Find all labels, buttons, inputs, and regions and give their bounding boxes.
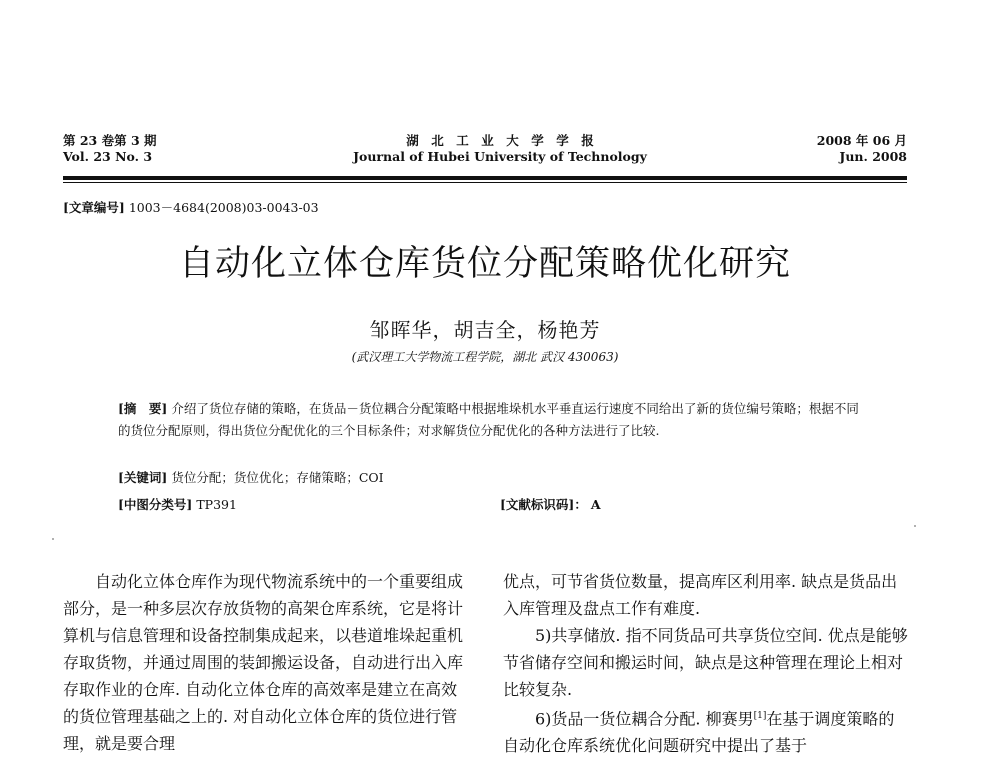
article-number (63, 198, 319, 216)
volume-english: Vol. 23 No. 3 (63, 149, 153, 164)
abstract-text: 介绍了货位存储的策略，在货品－货位耦合分配策略中根据堆垛机水平垂直运行速度不同给出了新的货位编号策略；根据不同的货位分配原则，得出货位分配优化的三个目标条件；对求解货位分配优化的各种方法进行了比较. (118, 401, 859, 438)
date-english: Jun. 2008 (839, 149, 907, 164)
paragraph-text: 6)货品一货位耦合分配. 柳赛男 (535, 709, 754, 729)
abstract (118, 398, 863, 442)
volume-chinese: 第 23 卷第 3 期 (63, 133, 157, 148)
body-paragraph: 优点，可节省货位数量，提高库区利用率. 缺点是货品出入库管理及盘点工作有难度. (503, 572, 898, 618)
scan-speck (52, 538, 54, 540)
journal-name-english: Journal of Hubei University of Technology (353, 149, 647, 164)
journal-name-chinese: 湖 北 工 业 大 学 学 报 (406, 133, 594, 148)
clc-value: TP391 (196, 497, 237, 512)
scan-speck (914, 525, 916, 527)
body-paragraph: 5)共享储放. 指不同货品可共享货位空间. 优点是能够节省储存空间和搬运时间，缺点是这种管理在理论上相对比较复杂. (503, 626, 908, 699)
clc-label: [中图分类号] (118, 497, 193, 512)
article-number-label: [文章编号] (63, 200, 125, 215)
header-rule-thin (63, 182, 907, 183)
keywords (118, 468, 384, 486)
citation-ref: [1] (753, 711, 767, 721)
journal-date (817, 133, 907, 165)
paper-authors: 邹晖华，胡吉全，杨艳芳 (369, 318, 601, 342)
header-rule-thick (63, 176, 907, 180)
body-column-left (63, 568, 468, 757)
clc-number (118, 495, 237, 513)
author-affiliation: (武汉理工大学物流工程学院，湖北 武汉 430063) (351, 350, 619, 364)
abstract-label: [摘 要] (118, 401, 168, 416)
doc-code-label: [文献标识码]： (500, 497, 587, 512)
body-paragraph: 自动化立体仓库作为现代物流系统中的一个重要组成部分，是一种多层次存放货物的高架仓库系统，它是将计算机与信息管理和设备控制集成起来，以巷道堆垛起重机存取货物，并通过周围的装卸搬运设备，自动进行出入库存取作业的仓库. 自动化立体仓库的高效率是建立在高效的货位管理基础之上的. 对自动化立体仓库的货位进行管理，就是要合理 (63, 572, 464, 753)
keywords-text: 货位分配；货位优化；存储策略；COI (171, 470, 384, 485)
keywords-label: [关键词] (118, 470, 168, 485)
paragraph-text: 在基于调度策略的自动化仓库系统优化问题研究中提出了基于 (503, 709, 895, 756)
paper-title: 自动化立体仓库货位分配策略优化研究 (178, 244, 791, 284)
article-number-value: 1003－4684(2008)03-0043-03 (128, 200, 319, 215)
body-paragraph (503, 703, 908, 759)
date-chinese: 2008 年 06 月 (816, 133, 907, 148)
document-code (500, 495, 601, 513)
doc-code-value: A (590, 497, 601, 512)
body-column-right (503, 568, 908, 759)
